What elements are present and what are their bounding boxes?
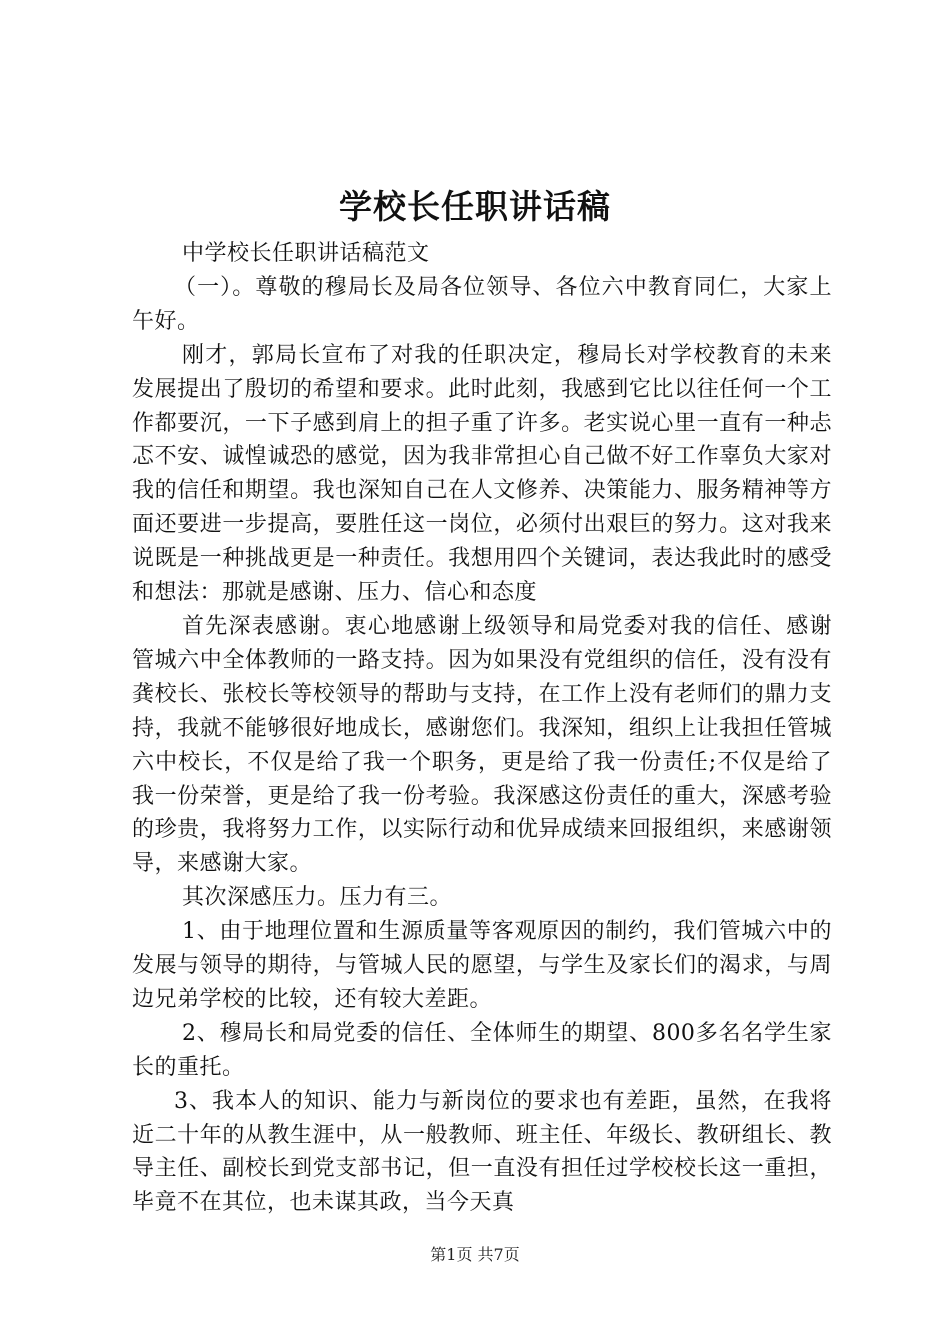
document-body: [132, 237, 832, 1220]
document-title: 学校长任职讲话稿: [339, 187, 611, 226]
intro-paragraph: 刚才，郭局长宣布了对我的任职决定，穆局长对学校教育的未来发展提出了殷切的希望和要求。此时此刻，我感到它比以往任何一个工作都要沉，一下子感到肩上的担子重了许多。老实说心里一直有一种忐忑不安、诚惶诚恐的感觉，因为我非常担心自己做不好工作辜负大家对我的信任和期望。我也深知自己在人文修养、决策能力、服务精神等方面还要进一步提高，要胜任这一岗位，必须付出艰巨的努力。这对我来说既是一种挑战更是一种责任。我想用四个关键词，表达我此时的感受和想法：那就是感谢、压力、信心和态度: [132, 342, 832, 606]
pressure-item-2: 2、穆局长和局党委的信任、全体师生的期望、800多名名学生家长的重托。: [132, 1020, 832, 1080]
pressure-item-1: 1、由于地理位置和生源质量等客观原因的制约，我们管城六中的发展与领导的期待，与管城人民的愿望，与学生及家长们的渴求，与周边兄弟学校的比较，还有较大差距。: [132, 919, 832, 1012]
thanks-paragraph: 首先深表感谢。衷心地感谢上级领导和局党委对我的信任、感谢管城六中全体教师的一路支持。因为如果没有党组织的信任，没有没有龚校长、张校长等校领导的帮助与支持，在工作上没有老师们的鼎力支持，我就不能够很好地成长，感谢您们。我深知，组织上让我担任管城六中校长，不仅是给了我一个职务，更是给了我一份责任;不仅是给了我一份荣誉，更是给了我一份考验。我深感这份责任的重大，深感考验的珍贵，我将努力工作，以实际行动和优异成绩来回报组织，来感谢领导，来感谢大家。: [132, 613, 832, 877]
page-indicator: 第1页 共7页: [430, 1245, 520, 1264]
pressure-heading-paragraph: 其次深感压力。压力有三。: [182, 885, 453, 911]
pressure-item-3: 3、我本人的知识、能力与新岗位的要求也有差距，虽然，在我将近二十年的从教生涯中，从一般教师、班主任、年级长、教研组长、教导主任、副校长到党支部书记，但一直没有担任过学校校长这一重担，毕竟不在其位，也未谋其政，当今天真: [132, 1088, 832, 1216]
greeting-paragraph: （一）。尊敬的穆局长及局各位领导、各位六中教育同仁，大家上午好。: [132, 274, 832, 334]
subtitle-paragraph: 中学校长任职讲话稿范文: [182, 241, 430, 266]
